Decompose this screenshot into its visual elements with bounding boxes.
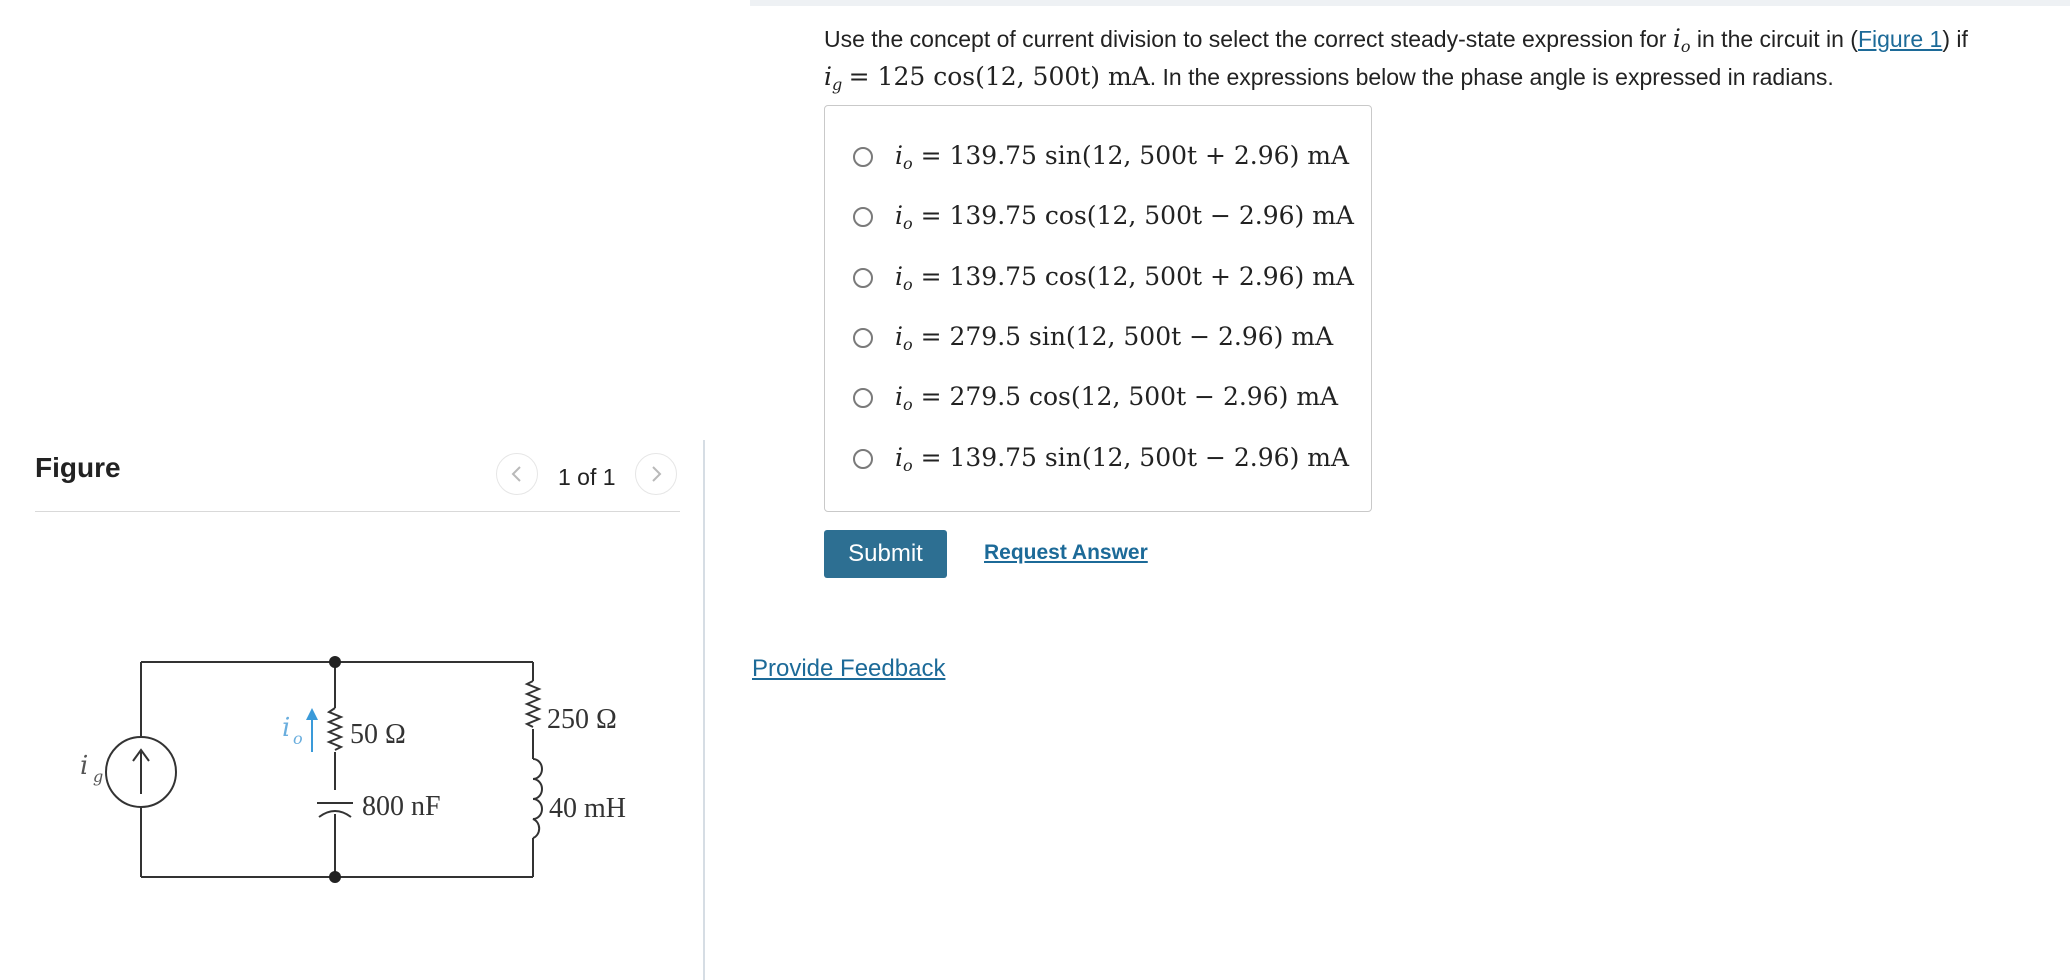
provide-feedback-link[interactable]: Provide Feedback	[752, 655, 946, 682]
current-arrow	[306, 708, 318, 752]
io-symbol: $i_o$	[1672, 24, 1691, 56]
radio-button[interactable]	[853, 207, 873, 227]
radio-button[interactable]	[853, 268, 873, 288]
option-4-text: $i_o = 279.5$ sin(12, 500t − 2.96) mA	[895, 322, 1334, 354]
chevron-right-icon	[646, 464, 666, 484]
option-3[interactable]	[853, 258, 1354, 298]
radio-button[interactable]	[853, 449, 873, 469]
resistor-50-label: 50 Ω	[350, 719, 406, 750]
radio-button[interactable]	[853, 388, 873, 408]
option-3-text: $i_o = 139.75$ cos(12, 500t + 2.96) mA	[895, 262, 1354, 294]
option-6[interactable]	[853, 439, 1349, 479]
figure-1-link[interactable]: Figure 1	[1857, 26, 1943, 52]
capacitor-label: 800 nF	[362, 791, 441, 822]
figure-title: Figure	[35, 452, 121, 483]
question-tail: . In the expressions below the phase angle is expressed in radians.	[1149, 64, 1834, 90]
option-1[interactable]	[853, 137, 1349, 177]
top-node	[329, 656, 341, 668]
request-answer-link[interactable]: Request Answer	[984, 541, 1148, 564]
figure-header-divider	[35, 511, 680, 512]
option-6-text: $i_o = 139.75$ sin(12, 500t − 2.96) mA	[895, 443, 1350, 475]
resistor-250-ohm	[527, 681, 539, 727]
bottom-node	[329, 871, 341, 883]
figure-panel	[0, 0, 703, 980]
radio-button[interactable]	[853, 147, 873, 167]
source-label-sub: g	[93, 767, 104, 786]
resistor-250-label: 250 Ω	[547, 704, 617, 735]
question-text	[824, 24, 2024, 100]
option-4[interactable]	[853, 318, 1333, 358]
answer-options	[824, 105, 1372, 512]
option-2[interactable]	[853, 197, 1354, 237]
option-2-text: $i_o = 139.75$ cos(12, 500t − 2.96) mA	[895, 201, 1354, 233]
previous-figure-button[interactable]	[496, 453, 538, 495]
option-5[interactable]	[853, 378, 1338, 418]
inductor-40mH	[533, 759, 542, 838]
current-label-sub: o	[293, 729, 303, 748]
ig-expression: = 125 cos(12, 500t) mA	[848, 62, 1150, 91]
question-intro: Use the concept of current division to select the correct steady-state expression for	[824, 26, 1667, 52]
resistor-50-ohm	[329, 708, 341, 750]
ig-symbol: $i_g$	[824, 62, 843, 94]
source-label: i	[80, 751, 89, 781]
divider-gap	[703, 0, 705, 440]
inductor-label: 40 mH	[549, 793, 626, 824]
option-5-text: $i_o = 279.5$ cos(12, 500t − 2.96) mA	[895, 382, 1339, 414]
question-after-link: ) if	[1942, 26, 1968, 52]
question-mid-text: in the circuit in (	[1696, 26, 1858, 52]
chevron-left-icon	[507, 464, 527, 484]
circuit-diagram	[60, 640, 660, 900]
top-strip	[750, 0, 2070, 6]
radio-button[interactable]	[853, 328, 873, 348]
figure-page-counter: 1 of 1	[558, 464, 616, 490]
option-1-text: $i_o = 139.75$ sin(12, 500t + 2.96) mA	[895, 141, 1350, 173]
current-label: i	[282, 713, 291, 743]
submit-button[interactable]: Submit	[824, 530, 947, 578]
next-figure-button[interactable]	[635, 453, 677, 495]
